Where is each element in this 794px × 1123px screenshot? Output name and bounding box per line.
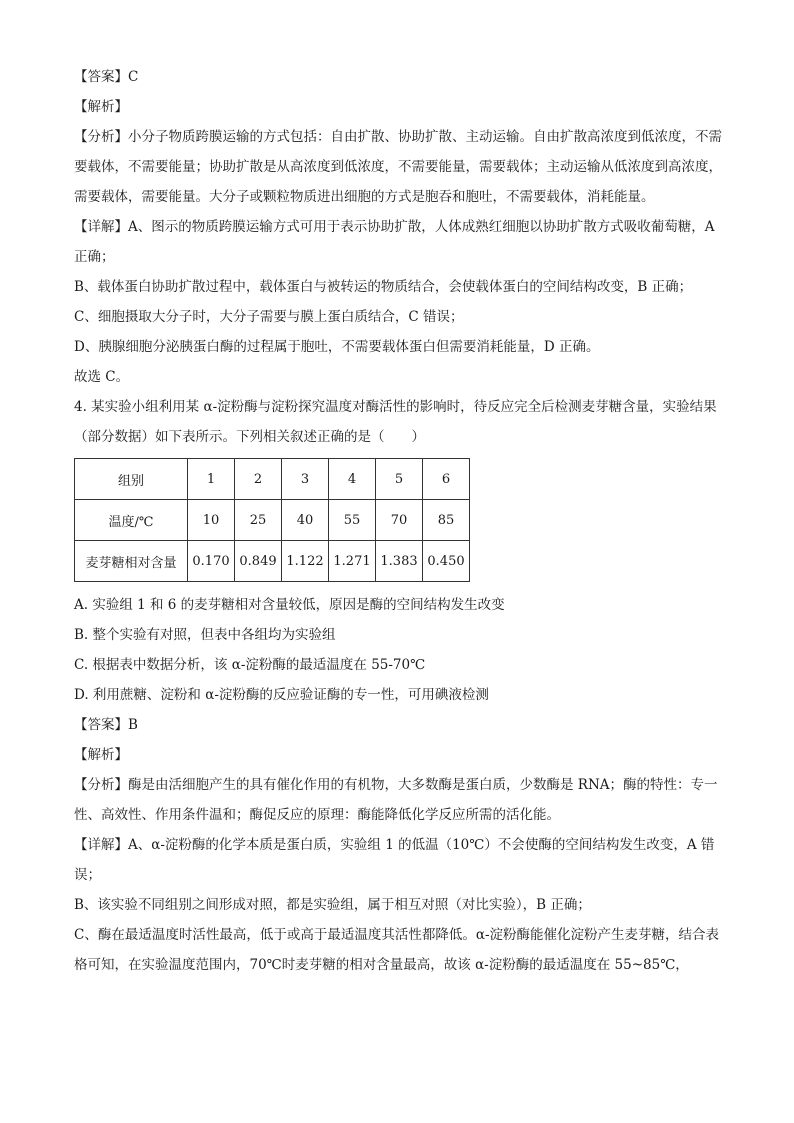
detail-d-1: D、胰腺细胞分泌胰蛋白酶的过程属于胞吐，不需要载体蛋白但需要消耗能量，D 正确。 <box>74 339 600 355</box>
table-cell: 4 <box>329 459 376 500</box>
table-cell: 6 <box>423 459 470 500</box>
conclusion-1: 故选 C。 <box>74 369 130 385</box>
results-table <box>74 458 470 582</box>
detail-c-2: C、酶在最适温度时活性最高，低于或高于最适温度其活性都降低。α-淀粉酶能催化淀粉产生麦芽糖，结合表格可知，在实验温度范围内，70℃时麦芽糖的相对含量最高，故该 α-淀粉酶的最适温度在 55~85℃， <box>74 927 720 973</box>
option-d: D. 利用蔗糖、淀粉和 α-淀粉酶的反应验证酶的专一性，可用碘液检测 <box>74 687 489 703</box>
table-row-header: 麦芽糖相对含量 <box>75 541 188 582</box>
table-row-header: 温度/℃ <box>75 500 188 541</box>
detail-c-1: C、细胞摄取大分子时，大分子需要与膜上蛋白质结合，C 错误； <box>74 309 464 325</box>
document-page <box>74 62 724 980</box>
table-cell: 40 <box>282 500 329 541</box>
question-4-stem: 4. 某实验小组利用某 α-淀粉酶与淀粉探究温度对酶活性的影响时，待反应完全后检测麦芽糖含量，实验结果（部分数据）如下表所示。下列相关叙述正确的是（ ） <box>74 399 717 445</box>
table-cell: 1.271 <box>329 541 376 582</box>
analysis-fenxi-1: 【分析】小分子物质跨膜运输的方式包括：自由扩散、协助扩散、主动运输。自由扩散高浓度到低浓度，不需要载体，不需要能量；协助扩散是从高浓度到低浓度，不需要能量，需要载体；主动运输从低浓度到高浓度，需要载体，需要能量。大分子或颗粒物质进出细胞的方式是胞吞和胞吐，不需要载体，消耗能量。 <box>74 129 722 205</box>
option-a: A. 实验组 1 和 6 的麦芽糖相对含量较低，原因是酶的空间结构发生改变 <box>74 597 505 613</box>
table-cell: 3 <box>282 459 329 500</box>
table-cell: 70 <box>376 500 423 541</box>
table-cell: 2 <box>235 459 282 500</box>
detail-a-2: 【详解】A、α-淀粉酶的化学本质是蛋白质，实验组 1 的低温（10℃）不会使酶的空间结构发生改变，A 错误； <box>74 837 715 883</box>
table-cell: 25 <box>235 500 282 541</box>
table-row-header: 组别 <box>75 459 188 500</box>
table-row <box>75 541 470 582</box>
table-cell: 10 <box>188 500 235 541</box>
table-cell: 0.450 <box>423 541 470 582</box>
table-cell: 1.122 <box>282 541 329 582</box>
table-row <box>75 500 470 541</box>
answer-label-2: 【答案】B <box>74 717 138 733</box>
detail-b-2: B、该实验不同组别之间形成对照，都是实验组，属于相互对照（对比实验），B 正确； <box>74 897 591 913</box>
table-cell: 5 <box>376 459 423 500</box>
analysis-label-2: 【解析】 <box>74 747 128 763</box>
detail-a-1: 【详解】A、图示的物质跨膜运输方式可用于表示协助扩散，人体成熟红细胞以协助扩散方式吸收葡萄糖，A 正确； <box>74 219 715 265</box>
table-cell: 0.170 <box>188 541 235 582</box>
table-cell: 1 <box>188 459 235 500</box>
table-cell: 1.383 <box>376 541 423 582</box>
table-row <box>75 459 470 500</box>
detail-b-1: B、载体蛋白协助扩散过程中，载体蛋白与被转运的物质结合，会使载体蛋白的空间结构改变，B 正确； <box>74 279 693 295</box>
table-cell: 0.849 <box>235 541 282 582</box>
table-cell: 85 <box>423 500 470 541</box>
option-c: C. 根据表中数据分析，该 α-淀粉酶的最适温度在 55-70℃ <box>74 657 426 673</box>
analysis-label-1: 【解析】 <box>74 99 128 115</box>
option-b: B. 整个实验有对照，但表中各组均为实验组 <box>74 627 336 643</box>
table-cell: 55 <box>329 500 376 541</box>
analysis-fenxi-2: 【分析】酶是由活细胞产生的具有催化作用的有机物，大多数酶是蛋白质，少数酶是 RNA；酶的特性：专一性、高效性、作用条件温和；酶促反应的原理：酶能降低化学反应所需的活化能。 <box>74 777 718 823</box>
answer-label-1: 【答案】C <box>74 69 139 85</box>
